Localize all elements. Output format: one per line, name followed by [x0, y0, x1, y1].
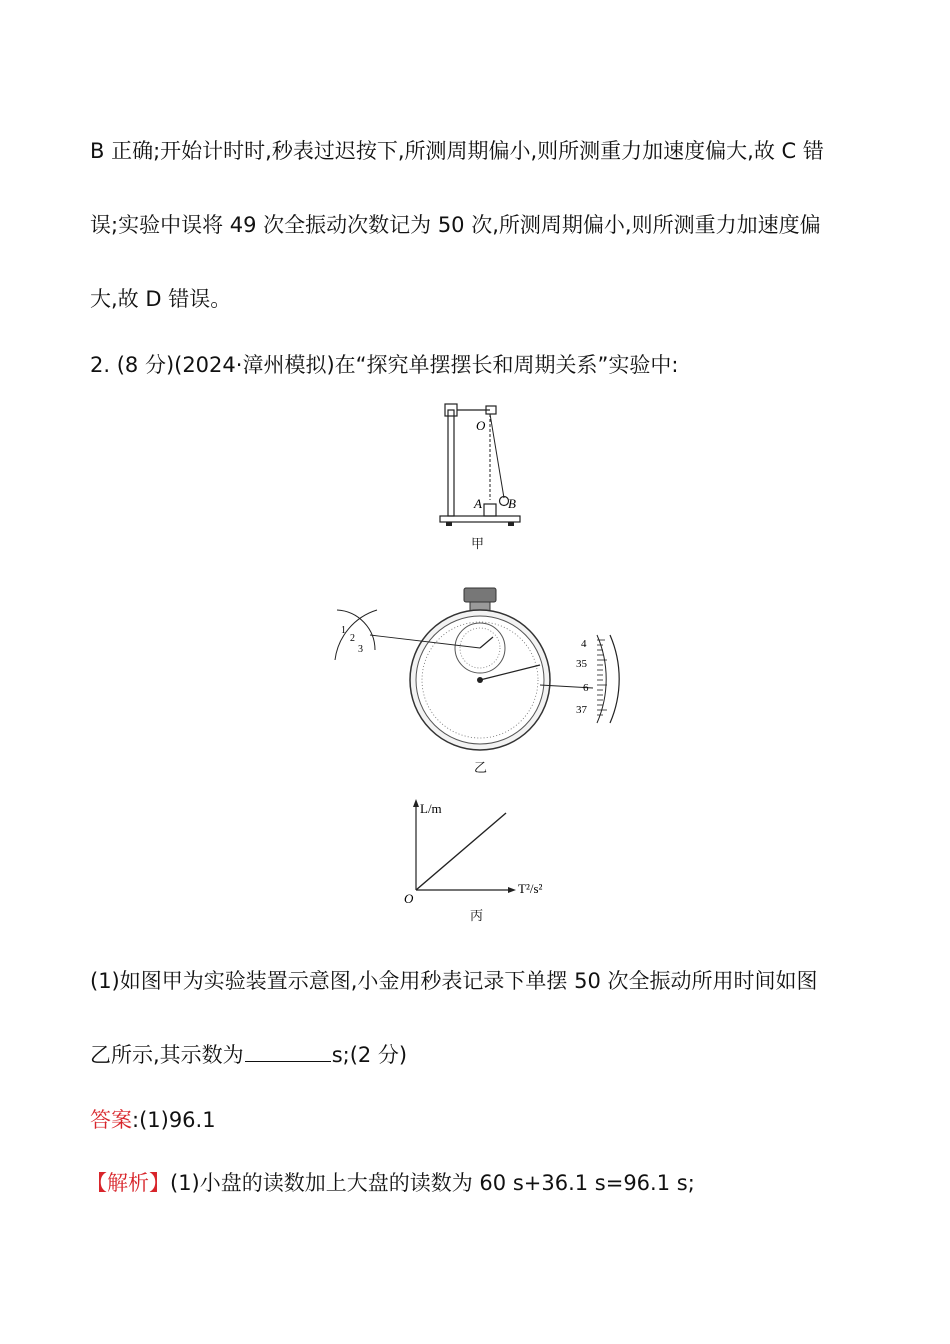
label-a: A [474, 496, 482, 511]
x-axis-label: T²/s² [518, 881, 543, 896]
large-dial-mark-37: 37 [576, 704, 587, 716]
part1-line-1: (1)如图甲为实验装置示意图,小金用秒表记录下单摆 50 次全振动所用时间如图 [90, 969, 818, 993]
answer-text: :(1)96.1 [132, 1108, 216, 1132]
label-b: B [508, 496, 516, 511]
small-dial-mark-3: 3 [358, 644, 363, 655]
small-dial-mark-2: 2 [350, 633, 355, 644]
analysis-label: 【解析】 [86, 1171, 170, 1195]
prev-answer-line-3: 大,故 D 错误。 [90, 287, 232, 311]
answer-label: 答案 [90, 1108, 132, 1132]
part1-line-2-pre: 乙所示,其示数为 [90, 1043, 244, 1067]
large-dial-mark-35: 35 [576, 658, 587, 670]
figure-bing-graph [400, 795, 570, 910]
label-o: O [476, 418, 486, 433]
figure-bing-caption: 丙 [470, 909, 484, 924]
prev-answer-line-1: B 正确;开始计时时,秒表过迟按下,所测周期偏小,则所测重力加速度偏大,故 C 错 [90, 139, 824, 163]
y-axis-label: L/m [420, 801, 442, 816]
answer-line [90, 1105, 216, 1135]
figure-jia-pendulum [430, 400, 530, 530]
analysis-line [86, 1168, 695, 1198]
figure-yi-caption: 乙 [474, 761, 488, 776]
figure-jia-caption: 甲 [471, 537, 485, 552]
large-dial-mark-6: 6 [583, 682, 589, 694]
analysis-text: (1)小盘的读数加上大盘的读数为 60 s+36.1 s=96.1 s; [170, 1171, 695, 1195]
large-dial-mark-4: 4 [581, 638, 587, 650]
question-header: 2. (8 分)(2024·漳州模拟)在“探究单摆摆长和周期关系”实验中: [90, 353, 679, 377]
prev-answer-line-2: 误;实验中误将 49 次全振动次数记为 50 次,所测周期偏小,则所测重力加速度偏 [90, 213, 821, 237]
part1-line-2-post: s;(2 分) [331, 1043, 408, 1067]
answer-blank[interactable] [245, 1043, 331, 1062]
small-dial-mark-1: 1 [341, 625, 346, 636]
part1-line-2 [90, 1040, 407, 1070]
origin-label: O [404, 891, 414, 906]
figure-yi-stopwatch [325, 585, 625, 760]
